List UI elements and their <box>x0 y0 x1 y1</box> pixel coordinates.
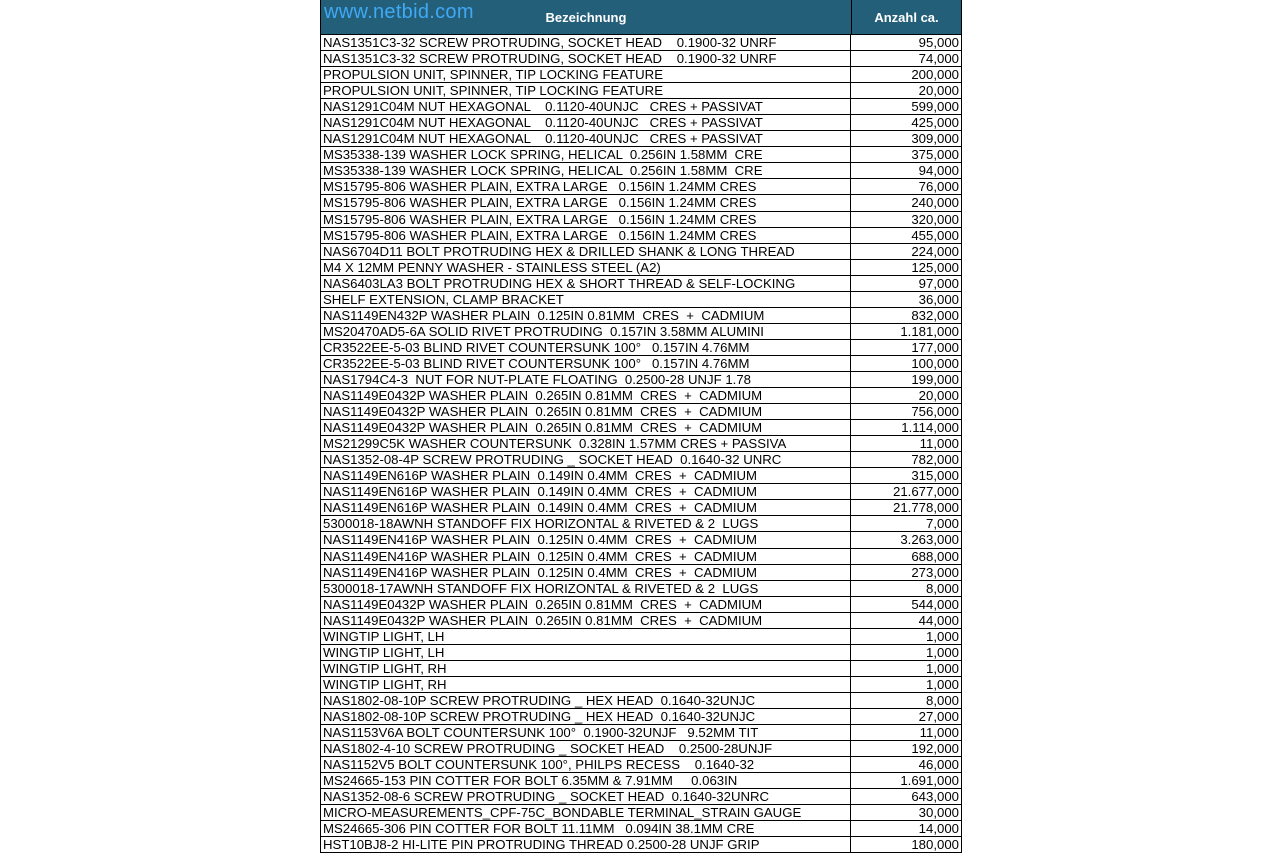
quantity-cell: 36,000 <box>918 291 959 307</box>
quantity-cell: 11,000 <box>919 725 959 741</box>
quantity-cell: 8,000 <box>925 692 959 708</box>
description-cell: CR3522EE-5-03 BLIND RIVET COUNTERSUNK 100° 0.157IN 4.76MM <box>321 340 851 355</box>
quantity-cell: 14,000 <box>918 821 959 837</box>
description-cell: NAS1802-08-10P SCREW PROTRUDING _ HEX HEAD 0.1640-32UNJC <box>321 709 851 724</box>
table-row <box>321 212 961 228</box>
description-cell: NAS1802-4-10 SCREW PROTRUDING _ SOCKET HEAD 0.2500-28UNJF <box>321 741 851 756</box>
table-row <box>321 308 961 324</box>
quantity-cell: 375,000 <box>911 147 959 163</box>
quantity-cell: 688,000 <box>911 548 959 564</box>
quantity-cell: 27,000 <box>918 708 959 724</box>
table-row <box>321 597 961 613</box>
quantity-cell: 832,000 <box>911 307 959 323</box>
table-row <box>321 67 961 83</box>
table-row <box>321 420 961 436</box>
description-cell: NAS1291C04M NUT HEXAGONAL 0.1120-40UNJC CRES + PASSIVAT <box>321 131 851 146</box>
table-row <box>321 549 961 565</box>
quantity-cell: 74,000 <box>918 51 959 67</box>
quantity-cell: 1,000 <box>925 660 959 676</box>
description-cell: HST10BJ8-2 HI-LITE PIN PROTRUDING THREAD 0.2500-28 UNJF GRIP <box>321 837 851 852</box>
quantity-cell: 756,000 <box>911 404 959 420</box>
table-row <box>321 340 961 356</box>
description-cell: NAS1149E0432P WASHER PLAIN 0.265IN 0.81MM CRES + CADMIUM <box>321 388 851 403</box>
description-cell: NAS1802-08-10P SCREW PROTRUDING _ HEX HEAD 0.1640-32UNJC <box>321 693 851 708</box>
quantity-cell: 46,000 <box>918 757 959 773</box>
description-cell: MS24665-153 PIN COTTER FOR BOLT 6.35MM & 7.91MM 0.063IN <box>321 773 851 788</box>
description-cell: MICRO-MEASUREMENTS_CPF-75C_BONDABLE TERMINAL_STRAIN GAUGE <box>321 805 851 820</box>
table-row <box>321 661 961 677</box>
table-row <box>321 500 961 516</box>
quantity-cell: 643,000 <box>911 789 959 805</box>
description-cell: PROPULSION UNIT, SPINNER, TIP LOCKING FEATURE <box>321 83 851 98</box>
table-row <box>321 789 961 805</box>
quantity-cell: 240,000 <box>911 195 959 211</box>
quantity-cell: 309,000 <box>911 131 959 147</box>
quantity-cell: 11,000 <box>919 436 959 452</box>
quantity-cell: 20,000 <box>918 388 959 404</box>
table-body <box>321 35 961 853</box>
quantity-cell: 599,000 <box>911 99 959 115</box>
description-cell: NAS1352-08-6 SCREW PROTRUDING _ SOCKET HEAD 0.1640-32UNRC <box>321 789 851 804</box>
table-row <box>321 99 961 115</box>
table-row <box>321 356 961 372</box>
quantity-cell: 224,000 <box>911 243 959 259</box>
description-cell: MS24665-306 PIN COTTER FOR BOLT 11.11MM 0.094IN 38.1MM CRE <box>321 821 851 836</box>
table-row <box>321 276 961 292</box>
description-cell: MS20470AD5-6A SOLID RIVET PROTRUDING 0.157IN 3.58MM ALUMINI <box>321 324 851 339</box>
column-header-description: Bezeichnung <box>321 0 852 34</box>
table-row <box>321 324 961 340</box>
description-cell: SHELF EXTENSION, CLAMP BRACKET <box>321 292 851 307</box>
quantity-cell: 199,000 <box>911 371 959 387</box>
table-row <box>321 709 961 725</box>
description-cell: 5300018-18AWNH STANDOFF FIX HORIZONTAL & RIVETED & 2 LUGS <box>321 516 851 531</box>
description-cell: 5300018-17AWNH STANDOFF FIX HORIZONTAL & RIVETED & 2 LUGS <box>321 581 851 596</box>
description-cell: M4 X 12MM PENNY WASHER - STAINLESS STEEL (A2) <box>321 260 851 275</box>
quantity-cell: 21.778,000 <box>892 500 959 516</box>
quantity-cell: 1.181,000 <box>900 323 959 339</box>
description-cell: NAS1149E0432P WASHER PLAIN 0.265IN 0.81MM CRES + CADMIUM <box>321 420 851 435</box>
table-row <box>321 35 961 51</box>
quantity-cell: 44,000 <box>918 612 959 628</box>
table-row <box>321 292 961 308</box>
quantity-cell: 1.114,000 <box>901 420 959 436</box>
table-row <box>321 613 961 629</box>
quantity-cell: 20,000 <box>918 83 959 99</box>
quantity-cell: 455,000 <box>911 227 959 243</box>
table-row <box>321 163 961 179</box>
description-cell: NAS1149EN416P WASHER PLAIN 0.125IN 0.4MM CRES + CADMIUM <box>321 532 851 547</box>
table-row <box>321 581 961 597</box>
quantity-cell: 94,000 <box>918 163 959 179</box>
quantity-cell: 95,000 <box>918 35 959 50</box>
quantity-cell: 200,000 <box>911 67 959 83</box>
table-row <box>321 532 961 548</box>
description-cell: WINGTIP LIGHT, LH <box>321 629 851 644</box>
description-cell: MS15795-806 WASHER PLAIN, EXTRA LARGE 0.156IN 1.24MM CRES <box>321 212 851 227</box>
description-cell: MS35338-139 WASHER LOCK SPRING, HELICAL 0.256IN 1.58MM CRE <box>321 163 851 178</box>
description-cell: NAS1153V6A BOLT COUNTERSUNK 100° 0.1900-32UNJF 9.52MM TIT <box>321 725 851 740</box>
quantity-cell: 30,000 <box>918 805 959 821</box>
description-cell: NAS1351C3-32 SCREW PROTRUDING, SOCKET HEAD 0.1900-32 UNRF <box>321 35 851 50</box>
quantity-cell: 8,000 <box>925 580 959 596</box>
quantity-cell: 192,000 <box>911 741 959 757</box>
table-row <box>321 677 961 693</box>
description-cell: NAS1149EN416P WASHER PLAIN 0.125IN 0.4MM CRES + CADMIUM <box>321 549 851 564</box>
quantity-cell: 177,000 <box>911 339 959 355</box>
description-cell: PROPULSION UNIT, SPINNER, TIP LOCKING FEATURE <box>321 67 851 82</box>
table-row <box>321 516 961 532</box>
description-cell: NAS1149EN616P WASHER PLAIN 0.149IN 0.4MM CRES + CADMIUM <box>321 468 851 483</box>
table-row <box>321 244 961 260</box>
column-header-quantity: Anzahl ca. <box>874 9 939 25</box>
description-cell: NAS1149EN616P WASHER PLAIN 0.149IN 0.4MM CRES + CADMIUM <box>321 500 851 515</box>
table-row <box>321 388 961 404</box>
quantity-cell: 315,000 <box>911 468 959 484</box>
description-cell: NAS1149EN616P WASHER PLAIN 0.149IN 0.4MM CRES + CADMIUM <box>321 484 851 499</box>
table-row <box>321 228 961 244</box>
table-row <box>321 51 961 67</box>
quantity-cell: 180,000 <box>911 837 959 853</box>
table-row <box>321 83 961 99</box>
description-cell: NAS1291C04M NUT HEXAGONAL 0.1120-40UNJC CRES + PASSIVAT <box>321 99 851 114</box>
table-row <box>321 757 961 773</box>
description-cell: MS21299C5K WASHER COUNTERSUNK 0.328IN 1.57MM CRES + PASSIVA <box>321 436 851 451</box>
quantity-cell: 320,000 <box>911 211 959 227</box>
table-row <box>321 147 961 163</box>
description-cell: NAS1149EN432P WASHER PLAIN 0.125IN 0.81MM CRES + CADMIUM <box>321 308 851 323</box>
quantity-cell: 21.677,000 <box>892 484 959 500</box>
description-cell: NAS1149E0432P WASHER PLAIN 0.265IN 0.81MM CRES + CADMIUM <box>321 404 851 419</box>
quantity-cell: 782,000 <box>911 452 959 468</box>
table-row <box>321 484 961 500</box>
description-cell: WINGTIP LIGHT, RH <box>321 661 851 676</box>
quantity-cell: 425,000 <box>911 115 959 131</box>
table-row <box>321 741 961 757</box>
description-cell: NAS1351C3-32 SCREW PROTRUDING, SOCKET HEAD 0.1900-32 UNRF <box>321 51 851 66</box>
quantity-cell: 76,000 <box>918 179 959 195</box>
quantity-cell: 1.691,000 <box>900 773 959 789</box>
inventory-table <box>320 0 962 853</box>
table-row <box>321 837 961 853</box>
quantity-cell: 125,000 <box>911 259 959 275</box>
quantity-cell: 100,000 <box>911 355 959 371</box>
description-cell: NAS1149E0432P WASHER PLAIN 0.265IN 0.81MM CRES + CADMIUM <box>321 613 851 628</box>
quantity-cell: 97,000 <box>918 275 959 291</box>
description-cell: MS15795-806 WASHER PLAIN, EXTRA LARGE 0.156IN 1.24MM CRES <box>321 195 851 210</box>
quantity-cell: 7,000 <box>925 516 959 532</box>
description-cell: CR3522EE-5-03 BLIND RIVET COUNTERSUNK 100° 0.157IN 4.76MM <box>321 356 851 371</box>
description-cell: MS15795-806 WASHER PLAIN, EXTRA LARGE 0.156IN 1.24MM CRES <box>321 228 851 243</box>
quantity-cell: 273,000 <box>911 564 959 580</box>
table-row <box>321 436 961 452</box>
watermark: www.netbid.com <box>324 1 474 23</box>
table-header <box>321 0 961 35</box>
table-row <box>321 115 961 131</box>
description-cell: NAS6403LA3 BOLT PROTRUDING HEX & SHORT THREAD & SELF-LOCKING <box>321 276 851 291</box>
table-row <box>321 629 961 645</box>
quantity-cell: 1,000 <box>925 628 959 644</box>
table-row <box>321 565 961 581</box>
table-row <box>321 468 961 484</box>
description-cell: MS15795-806 WASHER PLAIN, EXTRA LARGE 0.156IN 1.24MM CRES <box>321 179 851 194</box>
description-cell: NAS1291C04M NUT HEXAGONAL 0.1120-40UNJC CRES + PASSIVAT <box>321 115 851 130</box>
table-row <box>321 805 961 821</box>
table-row <box>321 404 961 420</box>
table-row <box>321 821 961 837</box>
description-cell: WINGTIP LIGHT, LH <box>321 645 851 660</box>
description-cell: NAS1149EN416P WASHER PLAIN 0.125IN 0.4MM CRES + CADMIUM <box>321 565 851 580</box>
description-cell: NAS1152V5 BOLT COUNTERSUNK 100°, PHILPS RECESS 0.1640-32 <box>321 757 851 772</box>
table-row <box>321 131 961 147</box>
quantity-cell: 1,000 <box>925 676 959 692</box>
table-row <box>321 260 961 276</box>
table-row <box>321 195 961 211</box>
description-cell: NAS1149E0432P WASHER PLAIN 0.265IN 0.81MM CRES + CADMIUM <box>321 597 851 612</box>
table-row <box>321 372 961 388</box>
table-row <box>321 645 961 661</box>
table-row <box>321 179 961 195</box>
quantity-cell: 1,000 <box>925 644 959 660</box>
quantity-cell: 544,000 <box>911 596 959 612</box>
quantity-cell: 3.263,000 <box>900 532 959 548</box>
description-cell: NAS1794C4-3 NUT FOR NUT-PLATE FLOATING 0.2500-28 UNJF 1.78 <box>321 372 851 387</box>
table-row <box>321 452 961 468</box>
description-cell: MS35338-139 WASHER LOCK SPRING, HELICAL 0.256IN 1.58MM CRE <box>321 147 851 162</box>
description-cell: NAS1352-08-4P SCREW PROTRUDING _ SOCKET HEAD 0.1640-32 UNRC <box>321 452 851 467</box>
table-row <box>321 725 961 741</box>
description-cell: WINGTIP LIGHT, RH <box>321 677 851 692</box>
table-row <box>321 773 961 789</box>
table-row <box>321 693 961 709</box>
description-cell: NAS6704D11 BOLT PROTRUDING HEX & DRILLED SHANK & LONG THREAD <box>321 244 851 259</box>
